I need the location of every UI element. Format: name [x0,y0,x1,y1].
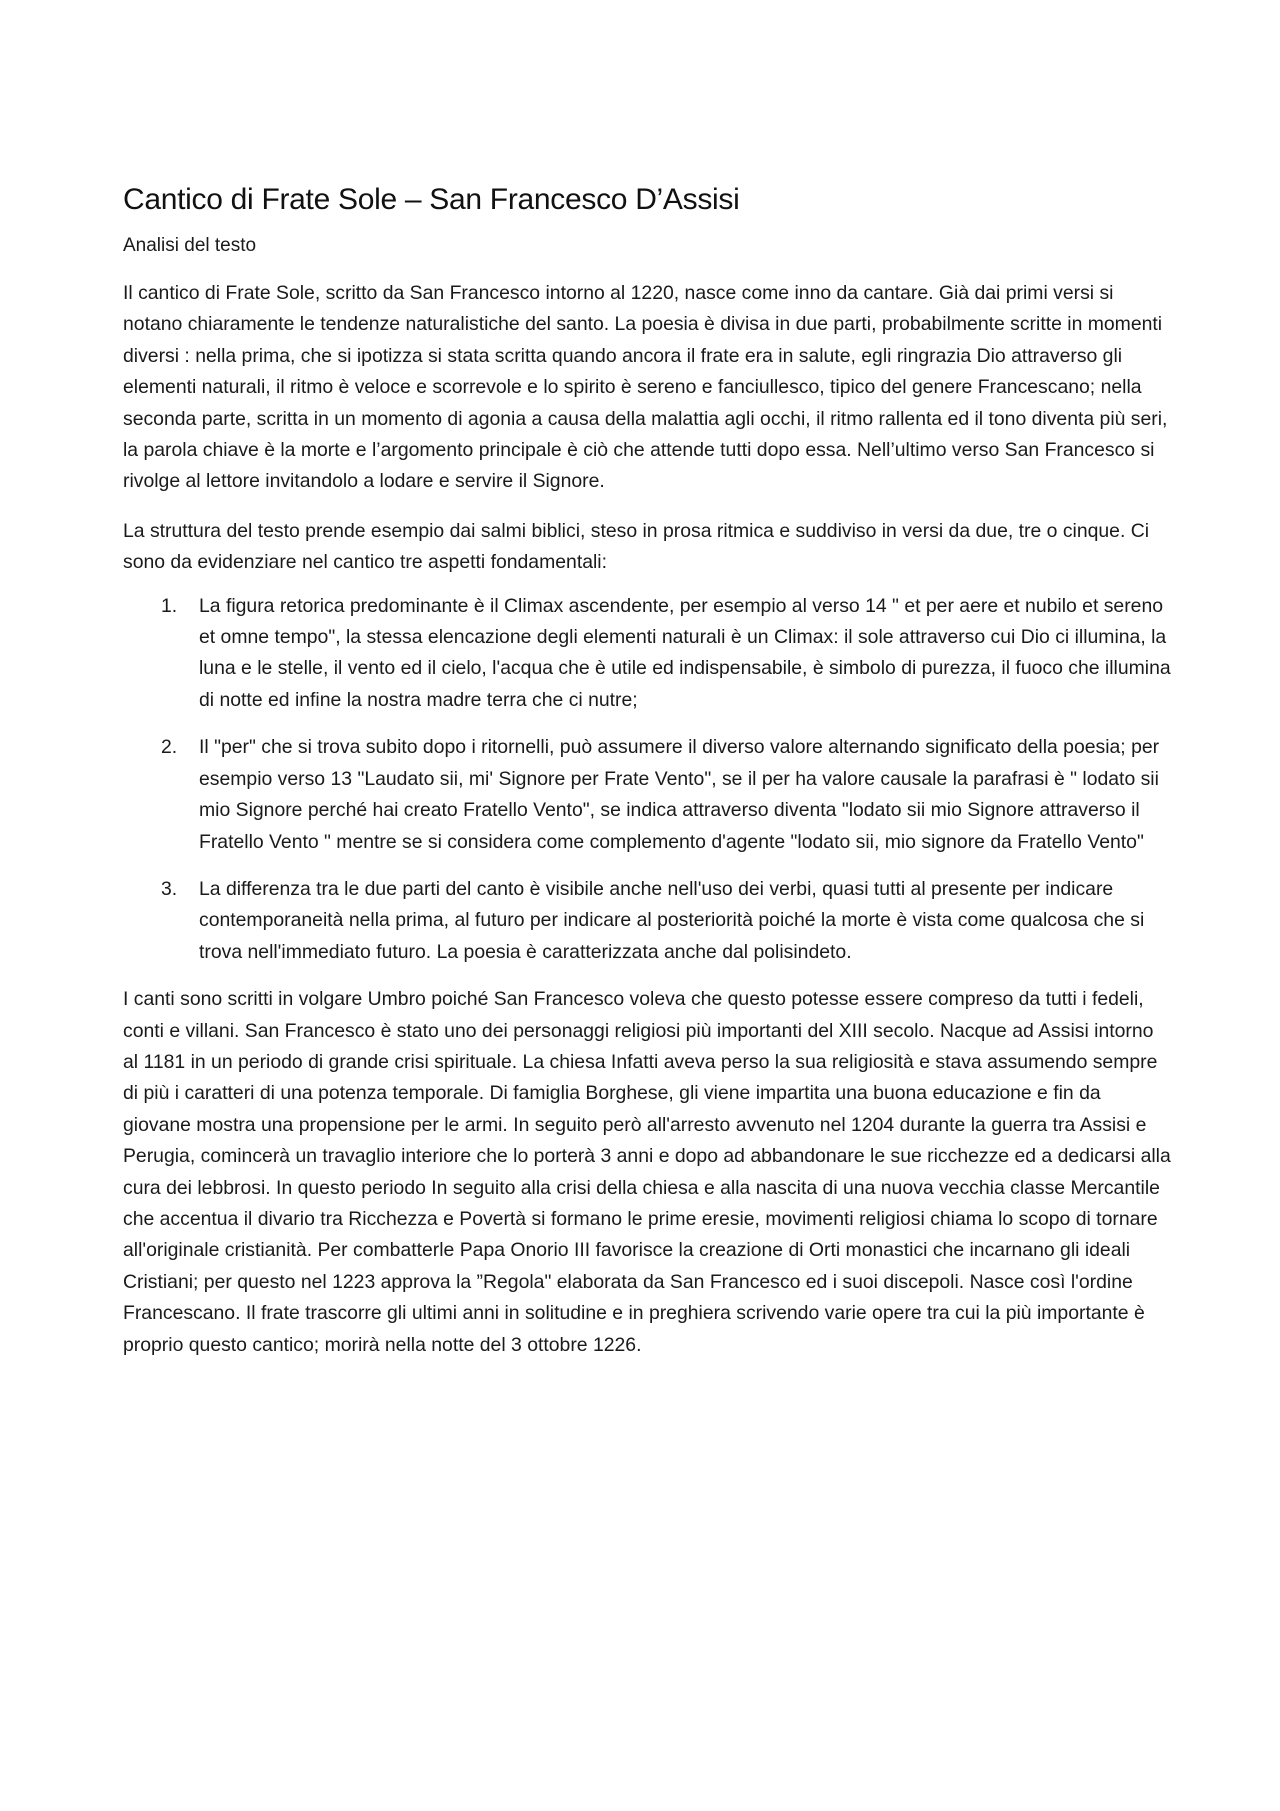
list-item-number: 3. [161,877,178,900]
list-item-number: 2. [161,736,178,759]
list-item-number: 1. [161,594,178,617]
document-page [123,178,1173,1361]
list-item-text: La differenza tra le due parti del canto è visibile anche nell'uso dei verbi, quasi tutti al presente per indicare contemporaneità nella prima, al futuro per indicare al posteriorità poiché la morte è vista come qualcosa che si trova nell'immediato futuro. La poesia è caratterizzata anche dal polisindeto. [199,877,1145,963]
list-item-text: La figura retorica predominante è il Climax ascendente, per esempio al verso 14 " et per aere et nubilo et sereno et omne tempo", la stessa elencazione degli elementi naturali è un Climax: il sole attraverso cui Dio ci illumina, la luna e le stelle, il vento ed il cielo, l'acqua che è utile ed indispensabile, è simbolo di purezza, il fuoco che illumina di notte ed infine la nostra madre terra che ci nutre; [199,594,1171,711]
structure-paragraph: La struttura del testo prende esempio dai salmi biblici, steso in prosa ritmica e suddiviso in versi da due, tre o cinque. Ci sono da evidenziare nel cantico tre aspetti fondamentali: [123,519,1150,574]
list-item [123,874,1173,968]
intro-paragraph: Il cantico di Frate Sole, scritto da San Francesco intorno al 1220, nasce come inno da cantare. Già dai primi versi si notano chiaramente le tendenze naturalistiche del santo. La poesia è divisa in due parti, probabilmente scritte in momenti diversi : nella prima, che si ipotizza si stata scritta quando ancora il frate era in salute, egli ringrazia Dio attraverso gli elementi naturali, il ritmo è veloce e scorrevole e lo spirito è sereno e fanciullesco, tipico del genere Francescano; nella seconda parte, scritta in un momento di agonia a causa della malattia agli occhi, il ritmo rallenta ed il tono diventa più seri, la parola chiave è la morte e l’argomento principale è ciò che attende tutti dopo essa. Nell’ultimo verso San Francesco si rivolge al lettore invitandolo a lodare e servire il Signore. [123,282,1168,493]
aspects-list [123,591,1173,968]
list-item [123,732,1173,858]
list-item [123,591,1173,717]
page-subtitle: Analisi del testo [123,235,257,256]
page-title: Cantico di Frate Sole – San Francesco D’Assisi [123,183,740,216]
closing-paragraph: I canti sono scritti in volgare Umbro poiché San Francesco voleva che questo potesse essere compreso da tutti i fedeli, conti e villani. San Francesco è stato uno dei personaggi religiosi più importanti del XIII secolo. Nacque ad Assisi intorno al 1181 in un periodo di grande crisi spirituale. La chiesa Infatti aveva perso la sua religiosità e stava assumendo sempre di più i caratteri di una potenza temporale. Di famiglia Borghese, gli viene impartita una buona educazione e fin da giovane mostra una propensione per le armi. In seguito però all'arresto avvenuto nel 1204 durante la guerra tra Assisi e Perugia, comincerà un travaglio interiore che lo porterà 3 anni e dopo ad abbandonare le sue ricchezze ed a dedicarsi alla cura dei lebbrosi. In questo periodo In seguito alla crisi della chiesa e alla nascita di una nuova vecchia classe Mercantile che accentua il divario tra Ricchezza e Povertà si formano le prime eresie, movimenti religiosi chiama lo scopo di tornare all'originale cristianità. Per combatterle Papa Onorio III favorisce la creazione di Orti monastici che incarnano gli ideali Cristiani; per questo nel 1223 approva la ”Regola" elaborata da San Francesco ed i suoi discepoli. Nasce così l'ordine Francescano. Il frate trascorre gli ultimi anni in solitudine e in preghiera scrivendo varie opere tra cui la più importante è proprio questo cantico; morirà nella notte del 3 ottobre 1226. [123,988,1171,1356]
list-item-text: Il "per" che si trova subito dopo i ritornelli, può assumere il diverso valore alternando significato della poesia; per esempio verso 13 "Laudato sii, mi' Signore per Frate Vento", se il per ha valore causale la parafrasi è " lodato sii mio Signore perché hai creato Fratello Vento", se indica attraverso diventa "lodato sii mio Signore attraverso il Fratello Vento " mentre se si considera come complemento d'agente "lodato sii, mio signore da Fratello Vento" [199,736,1160,853]
